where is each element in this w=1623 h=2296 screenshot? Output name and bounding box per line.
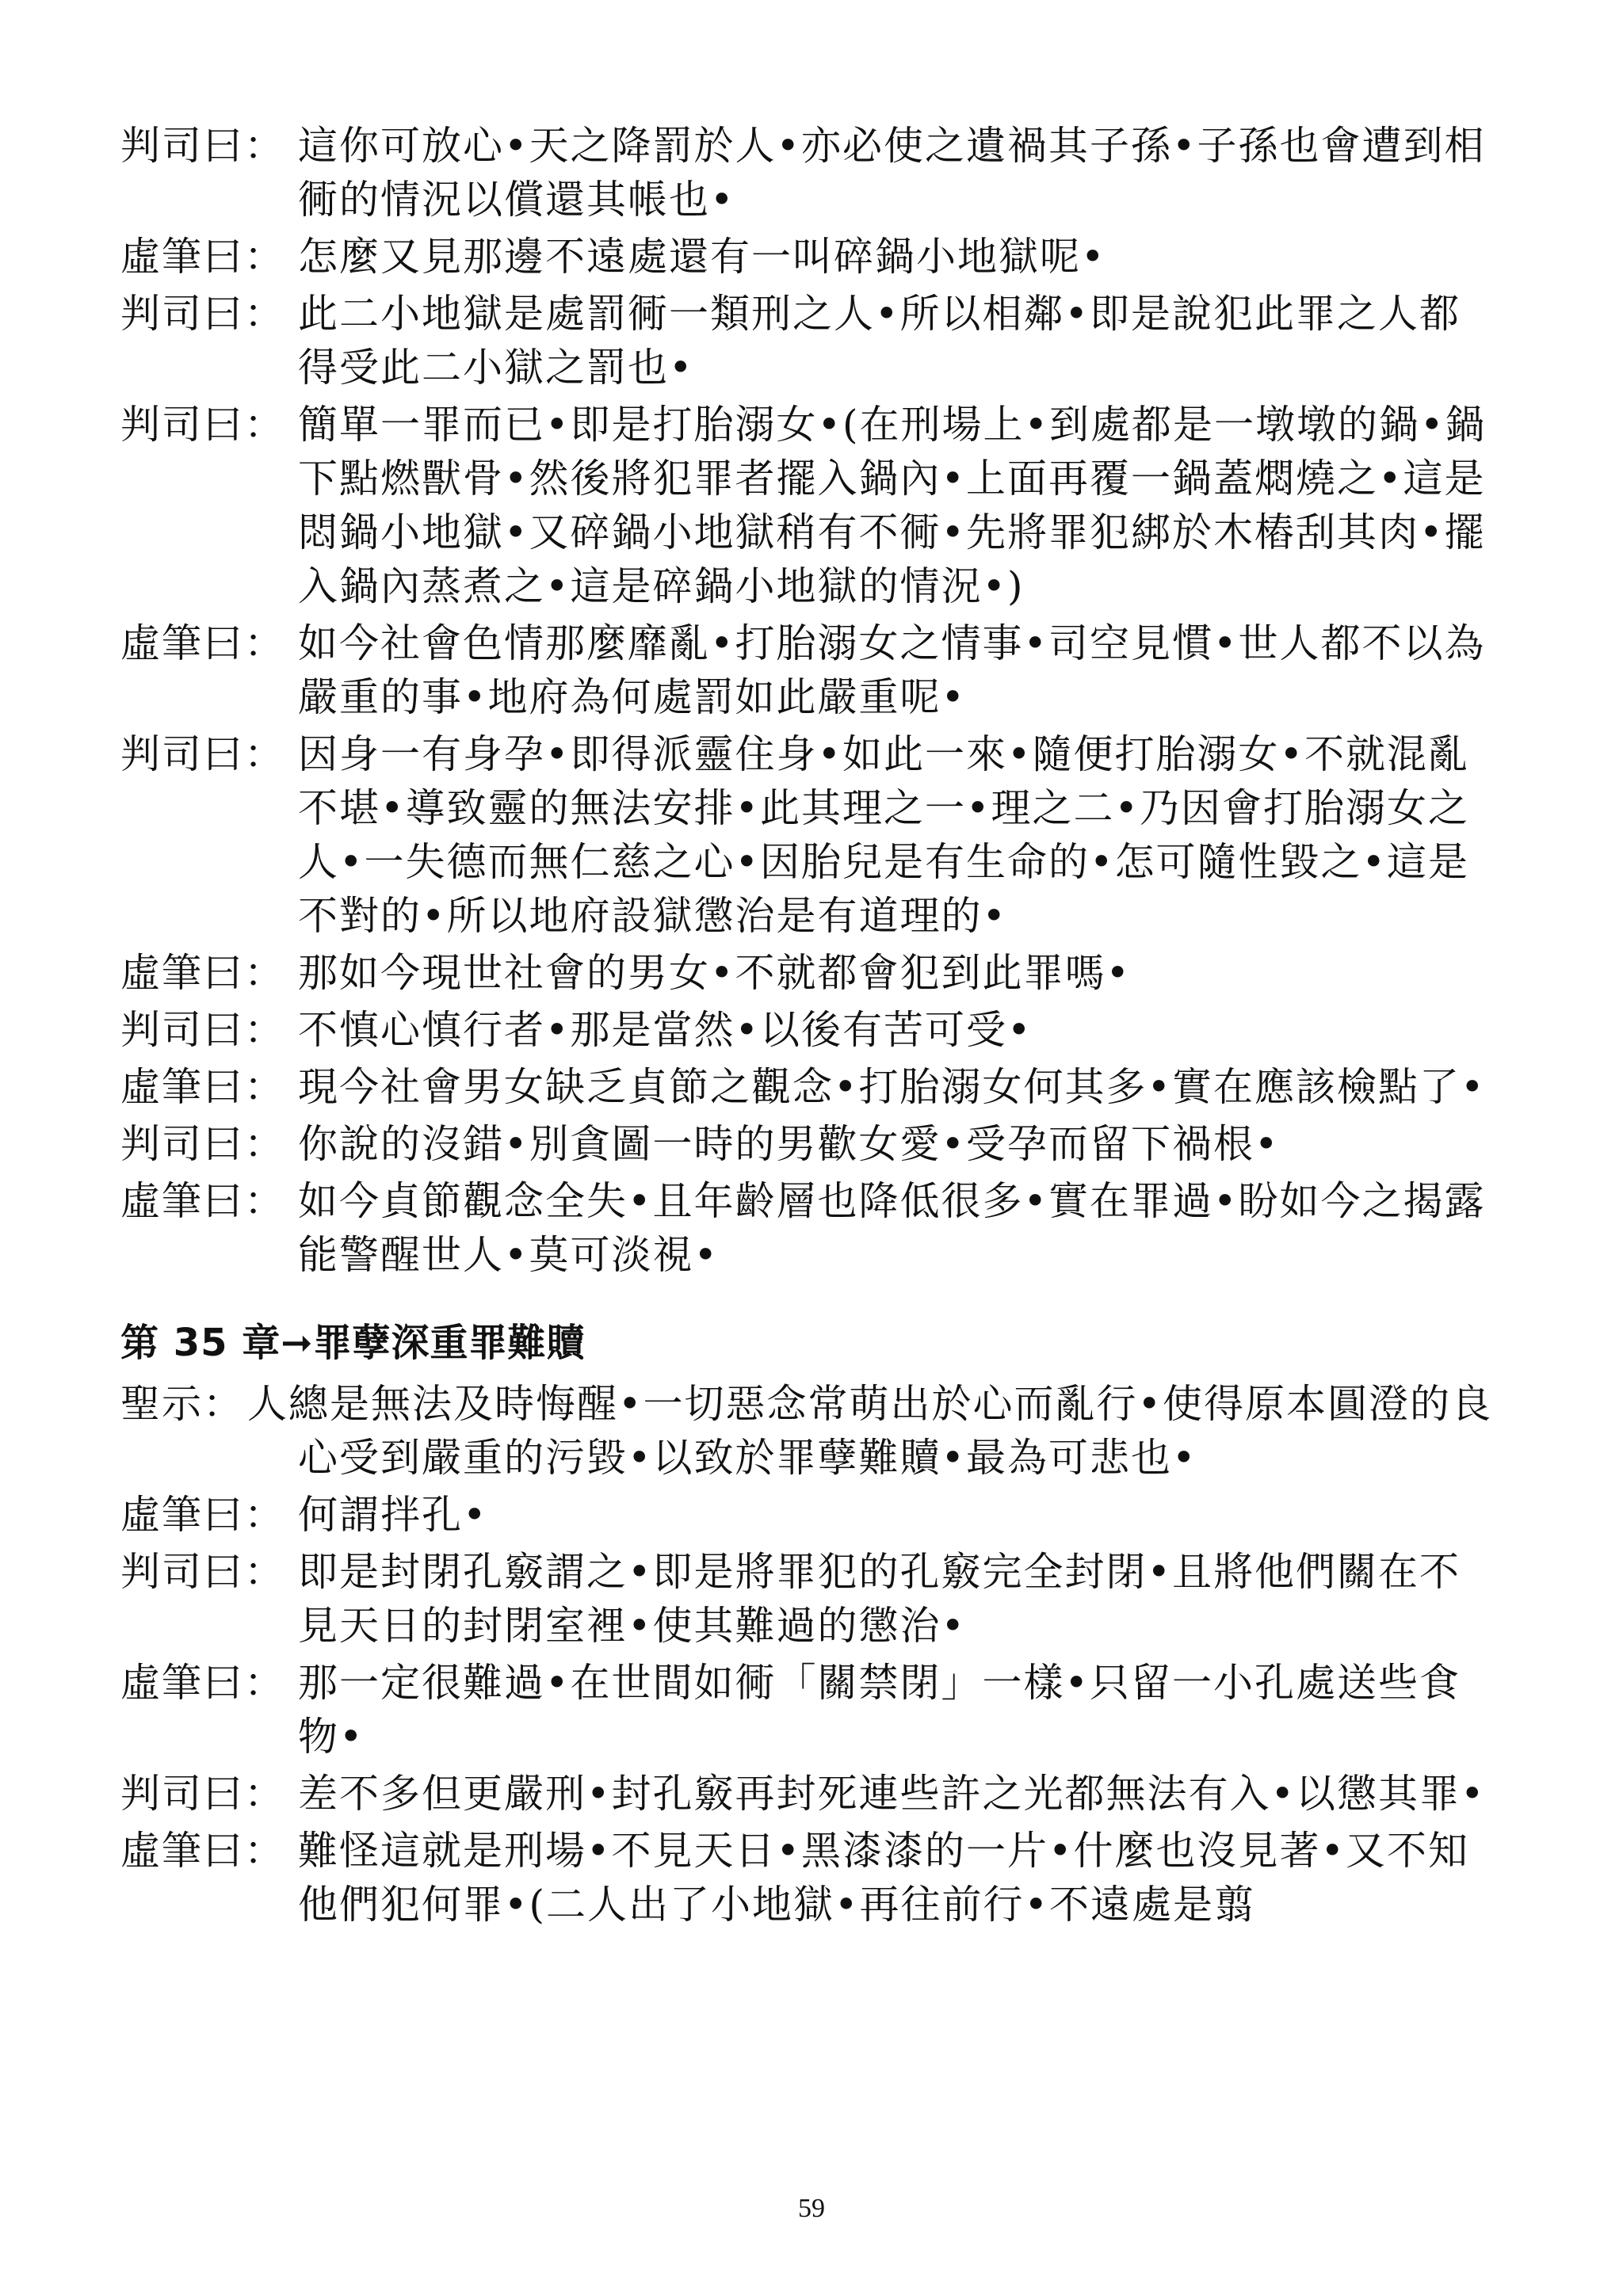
colon-mark: ： — [244, 1178, 285, 1224]
speech-text: 差不多但更嚴刑•封孔竅再封死連些許之光都無法有入•以懲其罪• — [298, 1771, 1486, 1817]
speaker-name: 虛筆曰 — [120, 1064, 244, 1110]
speaker-name: 虛筆曰 — [120, 1828, 244, 1874]
colon-mark: ： — [244, 950, 285, 996]
speaker-name: 虛筆曰 — [120, 620, 244, 666]
speaker-name: 聖示 — [120, 1381, 203, 1427]
speech-text — [247, 1377, 1496, 1485]
speaker-name: 判司曰 — [120, 123, 244, 169]
colon-mark: ： — [244, 1549, 285, 1595]
speech-text: 簡單一罪而已•即是打胎溺女•(在刑場上•到處都是一墩墩的鍋•鍋下點燃獸骨•然後將犯罪者擺入鍋內•上面再覆一鍋蓋燜燒之•這是悶鍋小地獄•又碎鍋小地獄稍有不衕•先將罪犯綁於木樁刮其肉•擺入鍋內蒸煮之•這是碎鍋小地獄的情況•) — [298, 402, 1487, 609]
dialogue-entry — [120, 287, 1515, 395]
speaker-label — [120, 1174, 298, 1228]
speaker-label — [120, 946, 298, 1000]
page-number: 59 — [798, 2194, 825, 2223]
colon-mark: ： — [244, 620, 285, 666]
colon-mark: ： — [244, 1771, 285, 1817]
colon-mark: ： — [244, 731, 285, 777]
speaker-label — [120, 230, 298, 284]
speech-text: 即是封閉孔竅謂之•即是將罪犯的孔竅完全封閉•且將他們關在不見天日的封閉室裡•使其難過的懲治• — [298, 1549, 1461, 1649]
speech-text: 因身一有身孕•即得派靈住身•如此一來•隨便打胎溺女•不就混亂不堪•導致靈的無法安排•此其理之一•理之二•乃因會打胎溺女之人•一失德而無仁慈之心•因胎兒是有生命的•怎可隨性毀之•這是不對的•所以地府設獄懲治是有道理的• — [298, 731, 1469, 939]
speaker-label — [120, 616, 298, 670]
chapter-heading: 第 35 章➞罪孽深重罪難贖 — [120, 1321, 586, 1365]
oracle-text: 人總是無法及時悔醒•一切惡念常萌出於心而亂行•使得原本圓澄的良心受到嚴重的污毀•以致於罪孽難贖•最為可悲也• — [247, 1381, 1492, 1481]
speaker-name: 虛筆曰 — [120, 234, 244, 280]
speaker-label — [120, 1488, 298, 1542]
speech-text: 那如今現世社會的男女•不就都會犯到此罪嗎• — [298, 950, 1131, 996]
dialogue-entry — [120, 1060, 1515, 1114]
dialogue-entry — [120, 1003, 1515, 1057]
colon-mark: ： — [244, 1121, 285, 1167]
speaker-name: 虛筆曰 — [120, 1492, 244, 1538]
speaker-label — [120, 1656, 298, 1710]
speaker-name: 判司曰 — [120, 1771, 244, 1817]
colon-mark: ： — [244, 1828, 285, 1874]
colon-mark: ： — [244, 402, 285, 448]
speaker-name: 判司曰 — [120, 291, 244, 337]
dialogue-section-2 — [120, 1377, 1515, 1932]
dialogue-entry — [120, 1488, 1515, 1542]
speaker-label — [120, 727, 298, 781]
speech-text: 難怪這就是刑場•不見天日•黑漆漆的一片•什麼也沒見著•又不知他們犯何罪•(二人出了小地獄•再往前行•不遠處是翦 — [298, 1828, 1469, 1928]
speaker-label — [120, 1545, 298, 1599]
speaker-label — [120, 287, 298, 341]
colon-mark: ： — [244, 1660, 285, 1706]
speaker-name: 虛筆曰 — [120, 1178, 244, 1224]
colon-mark: ： — [244, 1492, 285, 1538]
colon-mark: ： — [203, 1381, 244, 1427]
speech-text: 那一定很難過•在世間如衕「關禁閉」一樣•只留一小孔處送些食物• — [298, 1660, 1461, 1760]
dialogue-entry — [120, 230, 1515, 284]
speaker-label — [120, 1767, 298, 1821]
speaker-name: 判司曰 — [120, 1007, 244, 1053]
dialogue-entry — [120, 1117, 1515, 1171]
dialogue-entry — [120, 1545, 1515, 1653]
colon-mark: ： — [244, 291, 285, 337]
speech-text: 這你可放心•天之降罰於人•亦必使之遺禍其子孫•子孫也會遭到相衕的情況以償還其帳也• — [298, 123, 1486, 223]
speech-text: 何謂拌孔• — [298, 1492, 488, 1538]
speaker-label — [120, 1060, 298, 1114]
colon-mark: ： — [244, 1064, 285, 1110]
speaker-label — [120, 119, 298, 173]
speaker-name: 判司曰 — [120, 1549, 244, 1595]
dialogue-entry — [120, 946, 1515, 1000]
speech-text: 怎麼又見那邊不遠處還有一叫碎鍋小地獄呢• — [298, 234, 1106, 280]
dialogue-entry — [120, 398, 1515, 613]
dialogue-entry — [120, 119, 1515, 227]
speaker-name: 虛筆曰 — [120, 1660, 244, 1706]
speaker-label — [120, 398, 298, 452]
speech-text: 現今社會男女缺乏貞節之觀念•打胎溺女何其多•實在應該檢點了• — [298, 1064, 1486, 1110]
speech-text: 你說的沒錯•別貪圖一時的男歡女愛•受孕而留下禍根• — [298, 1121, 1280, 1167]
dialogue-section-1 — [120, 119, 1515, 1282]
speaker-name: 判司曰 — [120, 402, 244, 448]
dialogue-entry — [120, 1174, 1515, 1282]
speaker-label — [120, 1377, 247, 1431]
dialogue-entry — [120, 616, 1515, 724]
speaker-name: 判司曰 — [120, 1121, 244, 1167]
speech-text: 不慎心慎行者•那是當然•以後有苦可受• — [298, 1007, 1033, 1053]
speech-text: 此二小地獄是處罰衕一類刑之人•所以相鄰•即是說犯此罪之人都得受此二小獄之罰也• — [298, 291, 1461, 391]
speaker-name: 虛筆曰 — [120, 950, 244, 996]
colon-mark: ： — [244, 123, 285, 169]
dialogue-entry — [120, 1656, 1515, 1764]
speaker-label — [120, 1117, 298, 1171]
speaker-name: 判司曰 — [120, 731, 244, 777]
page-content — [120, 119, 1515, 1935]
colon-mark: ： — [244, 1007, 285, 1053]
oracle-entry — [120, 1377, 1515, 1485]
speech-text: 如今貞節觀念全失•且年齡層也降低很多•實在罪過•盼如今之揭露能警醒世人•莫可淡視• — [298, 1178, 1486, 1278]
dialogue-entry — [120, 1824, 1515, 1932]
speaker-label — [120, 1824, 298, 1878]
speech-text: 如今社會色情那麼靡亂•打胎溺女之情事•司空見慣•世人都不以為嚴重的事•地府為何處罰如此嚴重呢• — [298, 620, 1486, 720]
dialogue-entry — [120, 727, 1515, 943]
dialogue-entry — [120, 1767, 1515, 1821]
colon-mark: ： — [244, 234, 285, 280]
speaker-label — [120, 1003, 298, 1057]
